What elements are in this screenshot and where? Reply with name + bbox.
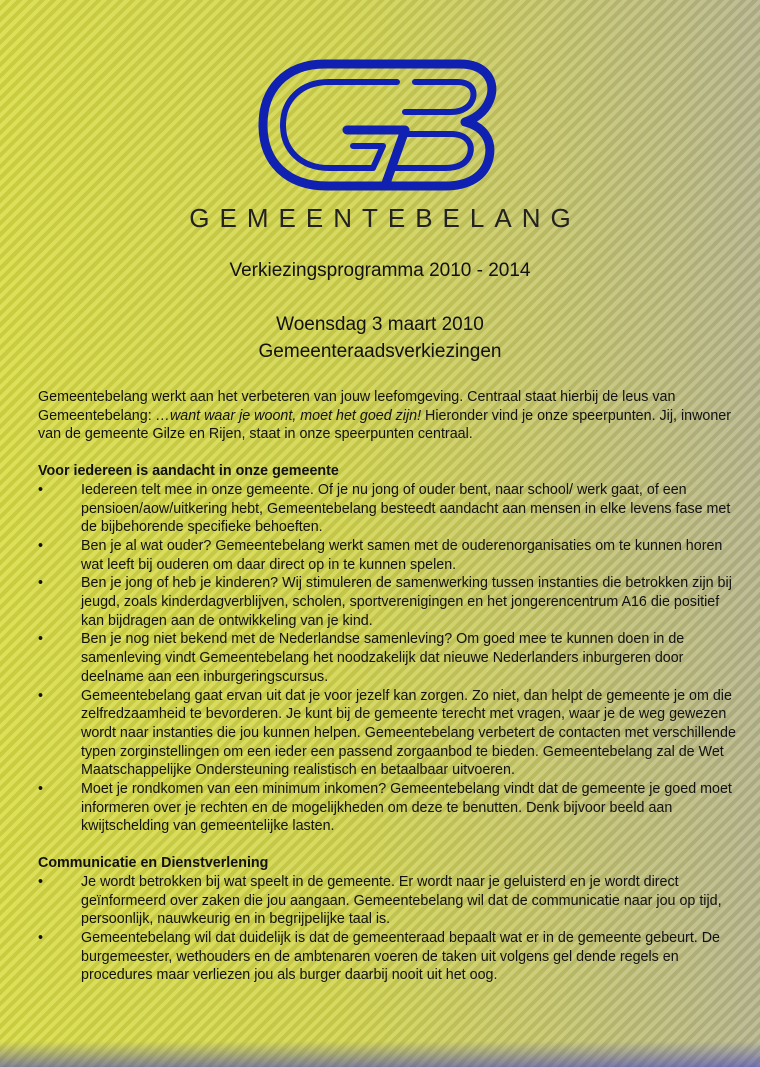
list-item-text: Iedereen telt mee in onze gemeente. Of je nu jong of ouder bent, naar school/ werk gaat, of een pensioen/aow/uitkering hebt, Gemeentebelang besteedt aandacht aan mensen in elke levens fase met de bijbehorende specifieke behoeften.: [81, 481, 731, 536]
brand-name: GEMEENTEBELANG: [189, 203, 581, 233]
bottom-blue-strip: [0, 1041, 760, 1067]
list-item-text: Gemeentebelang wil dat duidelijk is dat de gemeenteraad bepaalt wat er in de gemeente gebeurt. De burgemeester, wethouders en de ambtenaren voeren de taken uit volgens gel dende regels en procedures maar verliezen jou als burger daarbij nooit uit het oog.: [81, 929, 721, 984]
bullet-marker: •: [38, 929, 44, 946]
bullet-marker: •: [38, 537, 44, 554]
list-item-text: Ben je nog niet bekend met de Nederlandse samenleving? Om goed mee te kunnen doen in de samenleving vindt Gemeentebelang het noodzakelijk dat nieuwe Nederlanders inburgeren door deelname aan een inburgeringscursus.: [81, 631, 685, 685]
section-aandacht: [38, 462, 740, 836]
content: [38, 388, 740, 985]
list-item: [38, 537, 740, 574]
list-item-text: Gemeentebelang gaat ervan uit dat je voor jezelf kan zorgen. Zo niet, dan helpt de gemeente je om die zelfredzaamheid te bevorderen. Je kunt bij de gemeente terecht met vragen, waar je de weg gewezen wordt naar instanties die jou kunnen helpen. Gemeentebelang verbetert de contacten met verschillende typen zorginstellingen om een ieder een passend zorgaanbod te bieden. Gemeentebelang zal de Wet Maatschappelijke Ondersteuning realistisch en betaalbaar uitvoeren.: [81, 687, 736, 779]
bullet-marker: •: [38, 631, 44, 648]
bullet-marker: •: [38, 575, 44, 592]
election-name: Gemeenteraadsverkiezingen: [258, 341, 502, 362]
bullet-marker: •: [38, 873, 44, 890]
list-item-text: Moet je rondkomen van een minimum inkomen? Gemeentebelang vindt dat de gemeente je goed moet informeren over je rechten en de mogelijkheden om deze te benutten. Denk bijvoor beeld aan kwijtschelding van gemeentelijke lasten.: [81, 781, 732, 835]
list-item-text: Je wordt betrokken bij wat speelt in de gemeente. Er wordt naar je geluisterd en je wordt direct geïnformeerd over zaken die jou aangaan. Gemeentebelang wil dat de communicatie naar jou op tijd, persoonlijk, nauwkeurig en in begrijpelijke taal is.: [81, 873, 722, 928]
intro-paragraph: [38, 388, 740, 444]
bullet-marker: •: [38, 481, 44, 498]
bullet-list: [38, 481, 740, 836]
section-heading: Voor iedereen is aandacht in onze gemeente: [38, 463, 339, 480]
slogan: …want waar je woont, moet het goed zijn!: [155, 407, 422, 424]
list-item: [38, 873, 740, 929]
election-date: Woensdag 3 maart 2010: [276, 314, 484, 335]
gb-logo: [255, 50, 503, 200]
section-heading: Communicatie en Dienstverlening: [38, 855, 269, 872]
intro-text-2: Hieronder vind je onze speerpunten. Jij, inwoner van de gemeente Gilze en Rijen, staat in onze speerpunten centraal.: [38, 407, 732, 443]
list-item: [38, 574, 740, 630]
list-item: [38, 780, 740, 836]
bullet-marker: •: [38, 687, 44, 704]
list-item: [38, 929, 740, 985]
section-communicatie: [38, 854, 740, 985]
list-item-text: Ben je jong of heb je kinderen? Wij stimuleren de samenwerking tussen instanties die betrokken zijn bij jeugd, zoals kinderdagverblijven, scholen, sportverenigingen en het jongerencentrum A16 die positief kan bijdragen aan de ontwikkeling van je kind.: [81, 575, 732, 629]
bullet-list: [38, 873, 740, 985]
intro-text-1: Gemeentebelang werkt aan het verbeteren van jouw leefomgeving. Centraal staat hierbij de leus van Gemeentebelang:: [38, 389, 676, 424]
list-item: [38, 687, 740, 781]
list-item: [38, 481, 740, 537]
program-title: Verkiezingsprogramma 2010 - 2014: [229, 260, 531, 281]
list-item: [38, 630, 740, 686]
list-item-text: Ben je al wat ouder? Gemeentebelang werkt samen met de ouderenorganisaties om te kunnen horen wat leeft bij ouderen om daar direct op in te kunnen spelen.: [81, 537, 723, 573]
bullet-marker: •: [38, 781, 44, 798]
